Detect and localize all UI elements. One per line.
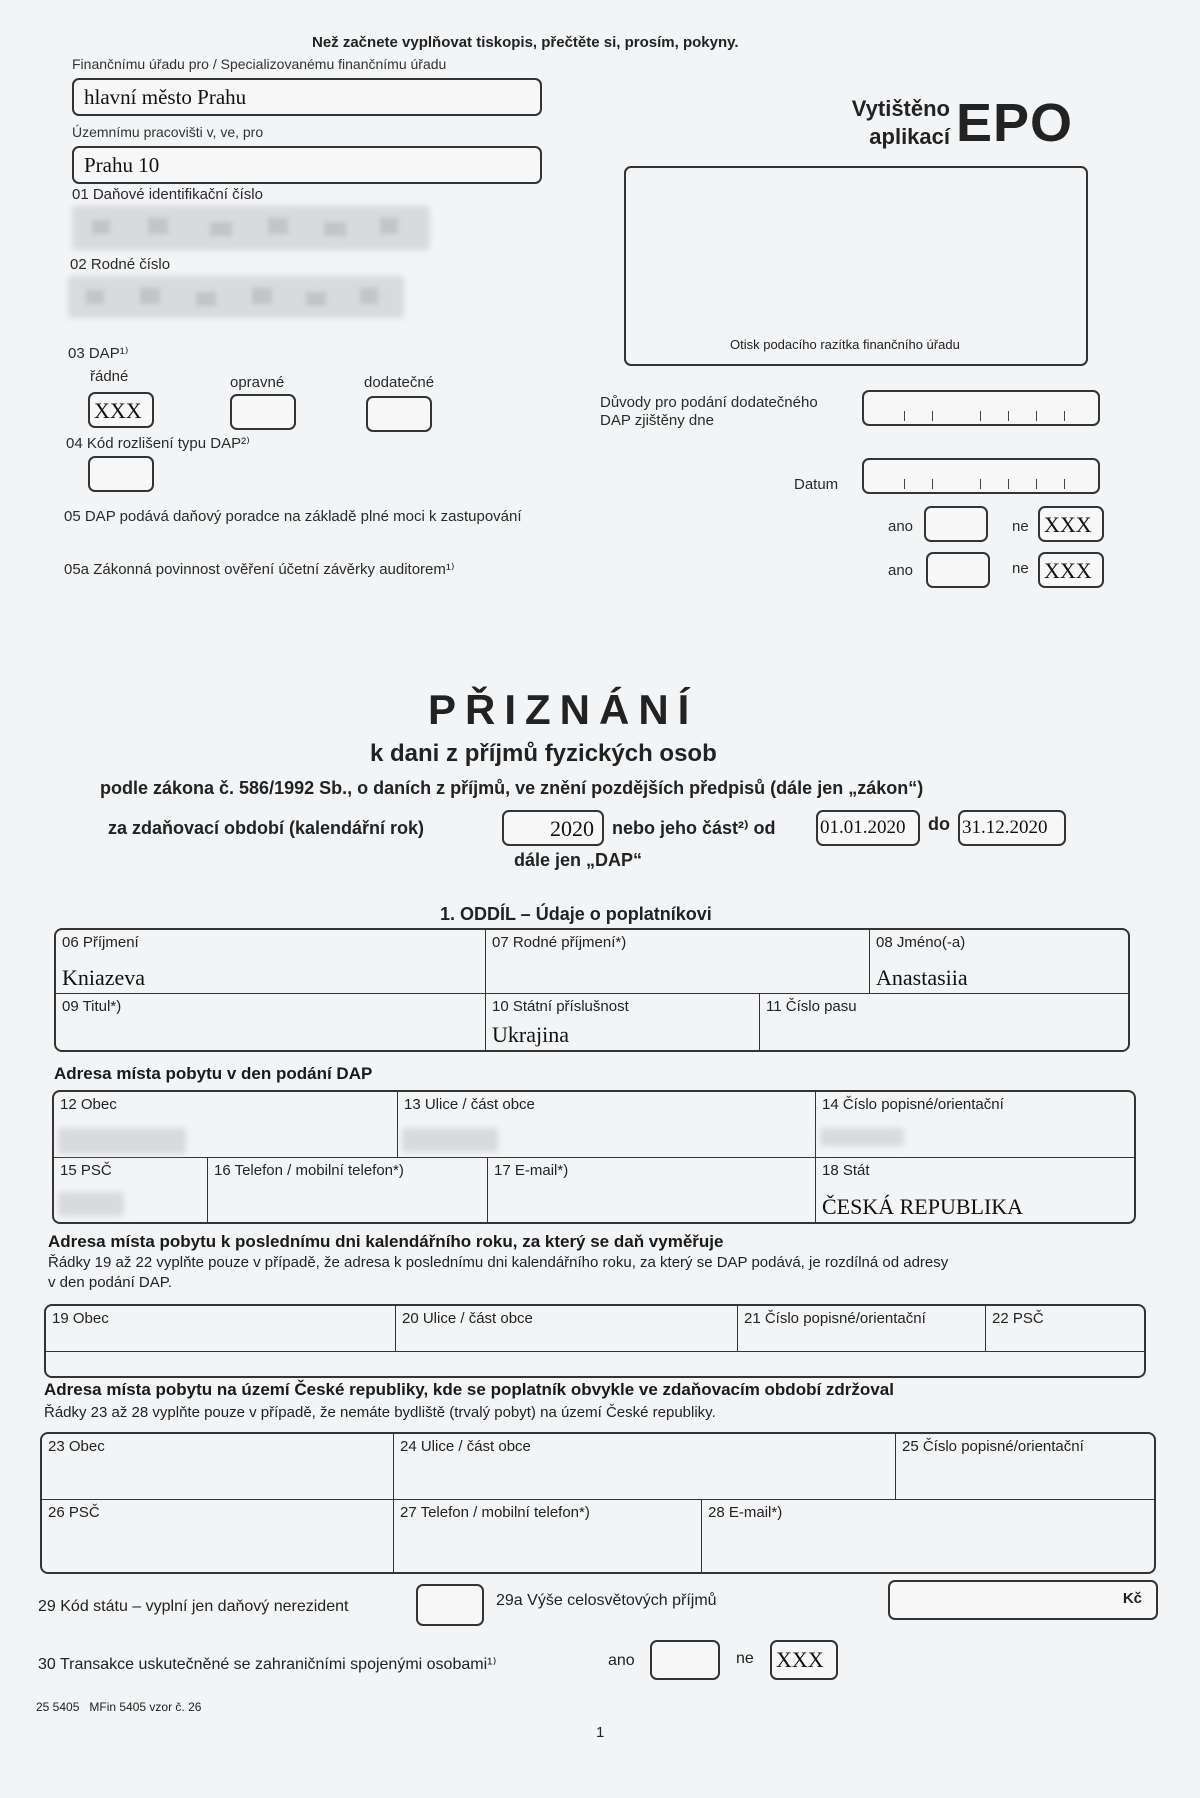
f17-cell[interactable] [488, 1158, 816, 1222]
address2-note2: v den podání DAP. [48, 1274, 172, 1291]
datum-input[interactable] [862, 458, 1100, 494]
f09-cell[interactable] [56, 994, 486, 1050]
field-05-ne-label: ne [1012, 518, 1029, 535]
section1-table [54, 928, 1130, 1052]
form-law: podle zákona č. 586/1992 Sb., o daních z příjmů, ve znění pozdějších předpisů (dále jen „zákon“) [100, 778, 924, 798]
field-30-ano-label: ano [608, 1652, 635, 1669]
f25-cell[interactable] [896, 1434, 1154, 1500]
period-or-part: nebo jeho část²⁾ od [612, 818, 776, 838]
f11-cell[interactable] [760, 994, 1128, 1050]
field-05a-ne-label: ne [1012, 560, 1029, 577]
field-29a-label: 29a Výše celosvětových příjmů [496, 1592, 717, 1609]
field-29a-input[interactable] [888, 1580, 1158, 1620]
f07-label: 07 Rodné příjmení*) [492, 934, 627, 951]
f26-cell[interactable] [42, 1500, 394, 1572]
f15-label: 15 PSČ [60, 1162, 112, 1179]
f27-cell[interactable] [394, 1500, 702, 1572]
field-02-redacted [68, 276, 404, 318]
f08-cell[interactable] [870, 930, 1128, 994]
field-30-ne-label: ne [736, 1650, 754, 1667]
f25-label: 25 Číslo popisné/orientační [902, 1438, 1084, 1455]
epo-line1: Vytištěno [851, 96, 950, 121]
epo-line2: aplikací [869, 124, 950, 149]
branch-value: Prahu 10 [84, 153, 160, 177]
f12-redacted [58, 1128, 186, 1154]
stamp-box [624, 166, 1088, 366]
f10-value: Ukrajina [492, 1022, 569, 1047]
section1-heading: 1. ODDÍL – Údaje o poplatníkovi [440, 904, 712, 924]
f27-label: 27 Telefon / mobilní telefon*) [400, 1504, 590, 1521]
field-30-ano-checkbox[interactable] [650, 1640, 720, 1680]
form-title: PŘIZNÁNÍ [428, 686, 699, 733]
period-from-input[interactable] [816, 810, 920, 846]
f11-label: 11 Číslo pasu [766, 998, 857, 1015]
f21-label: 21 Číslo popisné/orientační [744, 1310, 926, 1327]
f14-redacted [820, 1128, 904, 1146]
field-05-ano-label: ano [888, 518, 914, 535]
period-to-value: 31.12.2020 [962, 817, 1048, 838]
field-05a-label: 05a Zákonná povinnost ověření účetní závěrky auditorem¹⁾ [64, 561, 455, 578]
field-01-label: 01 Daňové identifikační číslo [72, 186, 263, 203]
f12-label: 12 Obec [60, 1096, 117, 1113]
dap-dodatecne-checkbox[interactable] [366, 396, 432, 432]
datum-label: Datum [794, 476, 839, 493]
f14-label: 14 Číslo popisné/orientační [822, 1096, 1004, 1113]
period-do: do [928, 814, 950, 834]
f22-label: 22 PSČ [992, 1310, 1044, 1327]
duvody-label2: DAP zjištěny dne [600, 412, 714, 429]
f06-value: Kniazeva [62, 965, 146, 990]
address3-note: Řádky 23 až 28 vyplňte pouze v případě, že nemáte bydliště (trvalý pobyt) na území České republiky. [44, 1404, 716, 1421]
field-03-label: 03 DAP¹⁾ [68, 345, 129, 362]
f24-cell[interactable] [394, 1434, 896, 1500]
field-05a-ne-value: XXX [1044, 558, 1092, 583]
office-label: Finančnímu úřadu pro / Specializovanému finančnímu úřadu [72, 56, 447, 72]
address2-heading: Adresa místa pobytu k poslednímu dni kalendářního roku, za který se daň vyměřuje [48, 1232, 724, 1251]
f23-cell[interactable] [42, 1434, 394, 1500]
epo-logo: EPO [956, 93, 1074, 153]
field-30-ne-value: XXX [776, 1647, 824, 1672]
period-label: za zdaňovací období (kalendářní rok) [108, 818, 425, 838]
f18-value: ČESKÁ REPUBLIKA [822, 1194, 1024, 1219]
dap-opravne-label: opravné [230, 374, 285, 391]
dap-radne-checkbox[interactable] [88, 392, 154, 428]
stamp-label: Otisk podacího razítka finančního úřadu [730, 337, 960, 352]
field-29-label: 29 Kód státu – vyplní jen daňový nerezident [38, 1598, 349, 1615]
field-30-label: 30 Transakce uskutečněné se zahraničními spojenými osobami¹⁾ [38, 1656, 497, 1673]
field-05-ne-checkbox[interactable] [1038, 506, 1104, 542]
page-number: 1 [596, 1724, 605, 1741]
office-value: hlavní město Prahu [84, 85, 247, 109]
office-field[interactable] [72, 78, 542, 116]
field-05a-ano-label: ano [888, 562, 914, 579]
f06-cell[interactable] [56, 930, 486, 994]
address3-table [40, 1432, 1156, 1574]
f06-label: 06 Příjmení [62, 934, 139, 951]
address3-heading: Adresa místa pobytu na území České republiky, kde se poplatník obvykle ve zdaňovacím období zdržoval [44, 1380, 894, 1399]
f19-cell[interactable] [46, 1306, 396, 1352]
f10-label: 10 Státní příslušnost [492, 998, 629, 1015]
f18-cell[interactable] [816, 1158, 1134, 1222]
f15-redacted [58, 1192, 124, 1216]
f26-label: 26 PSČ [48, 1504, 100, 1521]
field-04-label: 04 Kód rozlišení typu DAP²⁾ [66, 435, 250, 452]
f15-cell[interactable] [54, 1158, 208, 1222]
address2-table [44, 1304, 1146, 1378]
f13-redacted [402, 1128, 498, 1152]
field-29a-currency: Kč [1122, 1590, 1142, 1607]
field-05-ne-value: XXX [1044, 512, 1092, 537]
f18-label: 18 Stát [822, 1162, 870, 1179]
f16-label: 16 Telefon / mobilní telefon*) [214, 1162, 404, 1179]
form-subtitle: k dani z příjmů fyzických osob [370, 740, 717, 767]
dap-opravne-checkbox[interactable] [230, 394, 296, 430]
f21-cell[interactable] [738, 1306, 986, 1352]
dap-dodatecne-label: dodatečné [364, 374, 435, 391]
f24-label: 24 Ulice / část obce [400, 1438, 531, 1455]
address1-heading: Adresa místa pobytu v den podání DAP [54, 1064, 373, 1083]
field-29-input[interactable] [416, 1584, 484, 1626]
field-05a-ano-checkbox[interactable] [926, 552, 990, 588]
field-05-ano-checkbox[interactable] [924, 506, 988, 542]
f23-label: 23 Obec [48, 1438, 105, 1455]
field-01-redacted [72, 206, 430, 250]
branch-label: Územnímu pracovišti v, ve, pro [72, 124, 264, 140]
field-05a-ne-checkbox[interactable] [1038, 552, 1104, 588]
dap-radne-value: XXX [94, 398, 142, 423]
f13-cell[interactable] [398, 1092, 816, 1158]
branch-field[interactable] [72, 146, 542, 184]
f19-label: 19 Obec [52, 1310, 109, 1327]
f28-label: 28 E-mail*) [708, 1504, 783, 1521]
address2-note1: Řádky 19 až 22 vyplňte pouze v případě, že adresa k poslednímu dni kalendářního roku, za který se DAP podává, je rozdílná od adresy [48, 1254, 949, 1271]
f08-label: 08 Jméno(-a) [876, 934, 966, 951]
f10-cell[interactable] [486, 994, 760, 1050]
duvody-label: Důvody pro podání dodatečného [600, 394, 818, 411]
f08-value: Anastasiia [876, 965, 968, 990]
dale-jen: dále jen „DAP“ [514, 850, 643, 870]
f16-cell[interactable] [208, 1158, 488, 1222]
field-05-label: 05 DAP podává daňový poradce na základě plné moci k zastupování [64, 508, 522, 525]
f20-cell[interactable] [396, 1306, 738, 1352]
f28-cell[interactable] [702, 1500, 1154, 1572]
f12-cell[interactable] [54, 1092, 398, 1158]
f13-label: 13 Ulice / část obce [404, 1096, 535, 1113]
period-from-value: 01.01.2020 [820, 817, 906, 838]
field-30-ne-checkbox[interactable] [770, 1640, 838, 1680]
period-to-input[interactable] [958, 810, 1066, 846]
period-year-value: 2020 [550, 816, 594, 841]
f14-cell[interactable] [816, 1092, 1134, 1158]
duvody-date-input[interactable] [862, 390, 1100, 426]
dap-radne-label: řádné [90, 368, 129, 385]
field-04-input[interactable] [88, 456, 154, 492]
footer-code: 25 5405 MFin 5405 vzor č. 26 [36, 1700, 202, 1714]
f17-label: 17 E-mail*) [494, 1162, 569, 1179]
f07-cell[interactable] [486, 930, 870, 994]
f09-label: 09 Titul*) [62, 998, 122, 1015]
address1-table [52, 1090, 1136, 1224]
top-notice: Než začnete vyplňovat tiskopis, přečtěte si, prosím, pokyny. [312, 34, 739, 51]
f22-cell[interactable] [986, 1306, 1144, 1352]
field-02-label: 02 Rodné číslo [70, 256, 171, 273]
period-year-input[interactable] [502, 810, 604, 846]
f20-label: 20 Ulice / část obce [402, 1310, 533, 1327]
